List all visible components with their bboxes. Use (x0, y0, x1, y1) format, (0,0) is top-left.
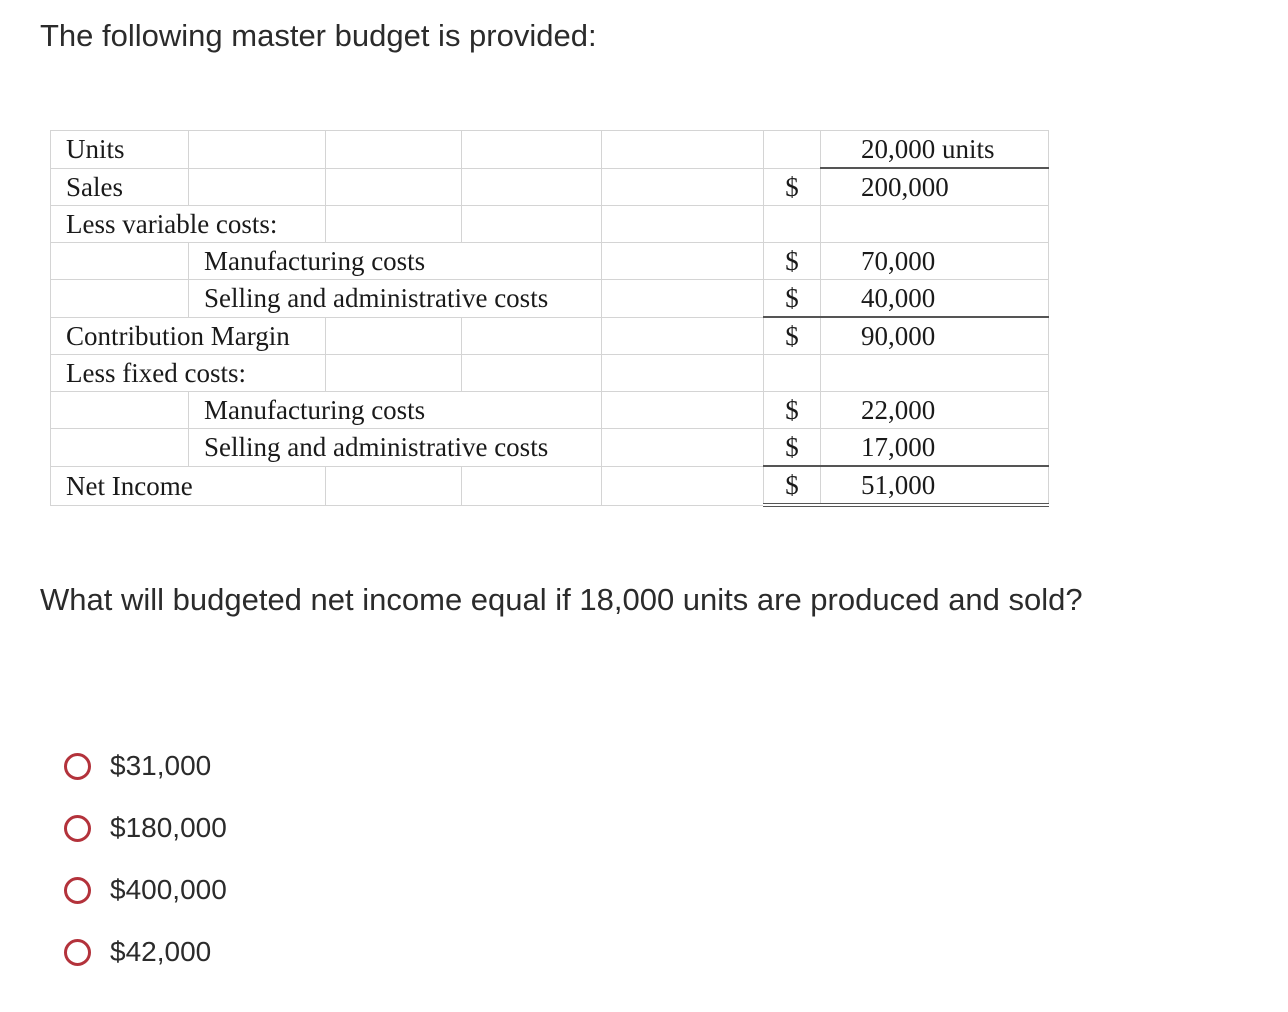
dollar-sign (764, 355, 821, 392)
row-amount: 40,000 (821, 280, 1049, 318)
row-label (51, 392, 189, 429)
row-sublabel: Manufacturing costs (189, 243, 602, 280)
row-contribution-margin (51, 317, 1049, 355)
row-label: Units (51, 131, 189, 169)
radio-button[interactable] (64, 939, 91, 966)
row-label (51, 429, 189, 467)
option-label: $42,000 (110, 936, 212, 967)
answer-option-1[interactable] (64, 735, 227, 797)
row-sublabel: Manufacturing costs (189, 392, 602, 429)
row-label: Less variable costs: (51, 206, 326, 243)
row-less-fixed-costs (51, 355, 1049, 392)
row-variable-manufacturing (51, 243, 1049, 280)
dollar-sign: $ (764, 392, 821, 429)
row-label (51, 280, 189, 318)
row-amount (821, 206, 1049, 243)
answer-option-2[interactable] (64, 797, 227, 859)
row-sublabel: Selling and administrative costs (189, 429, 602, 467)
row-less-variable-costs (51, 206, 1049, 243)
answer-option-4[interactable] (64, 921, 227, 983)
row-fixed-selling-admin (51, 429, 1049, 467)
dollar-sign (764, 131, 821, 169)
dollar-sign: $ (764, 429, 821, 467)
row-amount: 20,000 units (821, 131, 1049, 169)
row-label: Contribution Margin (51, 317, 326, 355)
dollar-sign: $ (764, 243, 821, 280)
radio-button[interactable] (64, 815, 91, 842)
row-amount: 200,000 (821, 168, 1049, 206)
dollar-sign (764, 206, 821, 243)
question-text: What will budgeted net income equal if 18,000 units are produced and sold? (40, 582, 1083, 617)
row-label: Less fixed costs: (51, 355, 326, 392)
answer-options (64, 735, 227, 983)
intro-text: The following master budget is provided: (40, 18, 597, 53)
row-amount: 51,000 (821, 466, 1049, 505)
row-label (51, 243, 189, 280)
dollar-sign: $ (764, 168, 821, 206)
option-label: $400,000 (110, 874, 227, 905)
radio-button[interactable] (64, 877, 91, 904)
row-label: Net Income (51, 466, 326, 505)
row-label: Sales (51, 168, 189, 206)
row-units (51, 131, 1049, 169)
option-label: $180,000 (110, 812, 227, 843)
row-amount: 22,000 (821, 392, 1049, 429)
row-amount: 17,000 (821, 429, 1049, 467)
master-budget-table (50, 130, 1048, 501)
dollar-sign: $ (764, 317, 821, 355)
radio-button[interactable] (64, 753, 91, 780)
dollar-sign: $ (764, 280, 821, 318)
row-amount: 70,000 (821, 243, 1049, 280)
option-label: $31,000 (110, 750, 212, 781)
dollar-sign: $ (764, 466, 821, 505)
row-amount (821, 355, 1049, 392)
row-amount: 90,000 (821, 317, 1049, 355)
row-net-income (51, 466, 1049, 505)
row-variable-selling-admin (51, 280, 1049, 318)
answer-option-3[interactable] (64, 859, 227, 921)
row-sales (51, 168, 1049, 206)
row-fixed-manufacturing (51, 392, 1049, 429)
row-sublabel: Selling and administrative costs (189, 280, 602, 318)
